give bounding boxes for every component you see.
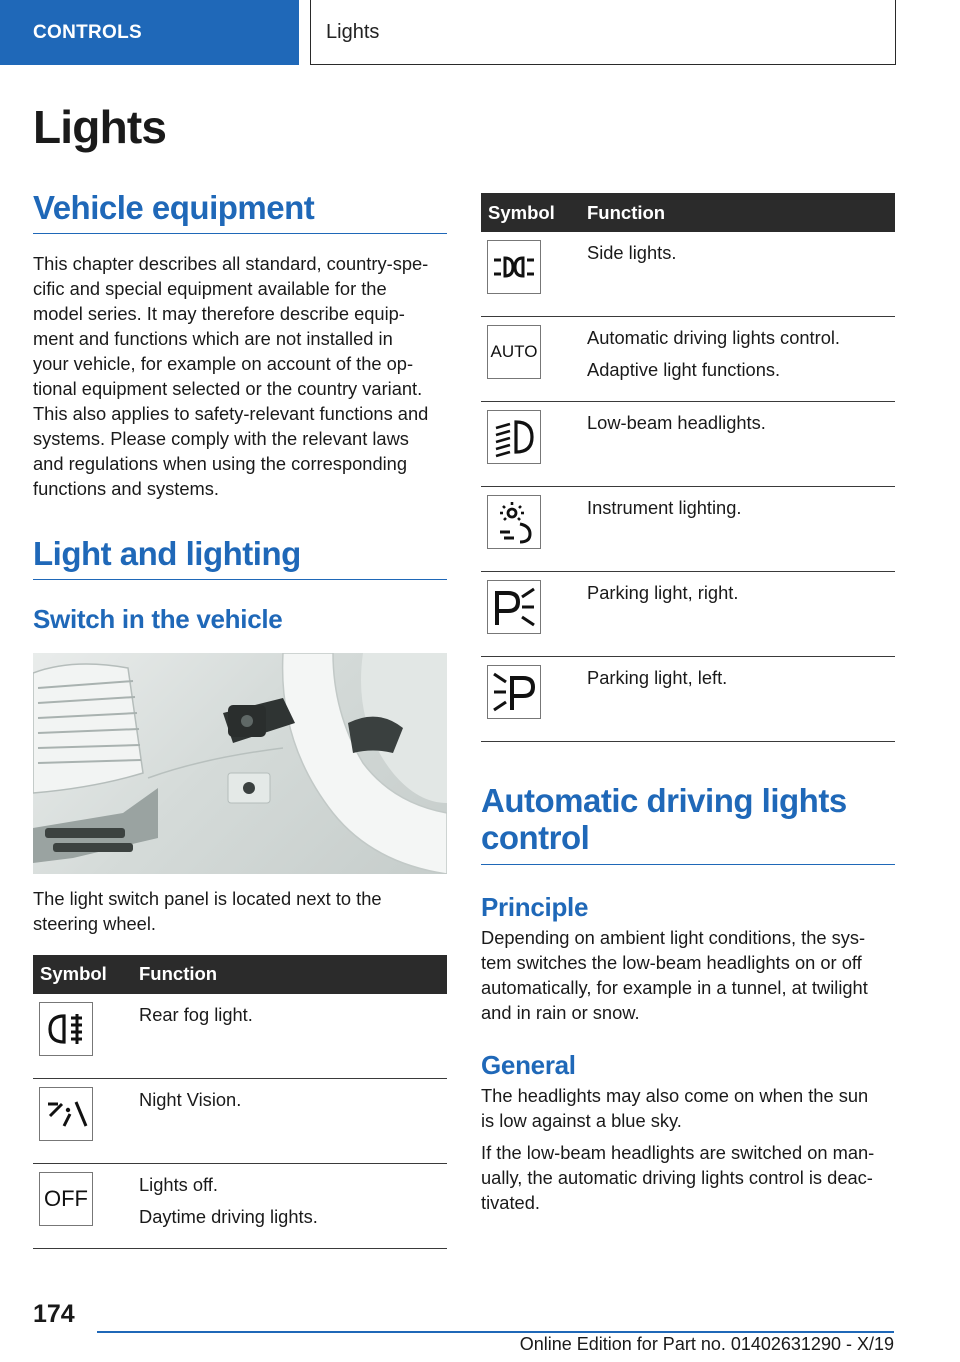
light-and-lighting-heading: Light and lighting xyxy=(33,536,447,580)
function-cell xyxy=(577,657,895,742)
function-cell xyxy=(129,1078,447,1163)
parking-light-left-icon xyxy=(487,665,541,719)
symbol-column-header: Symbol xyxy=(33,955,129,994)
heading-line: control xyxy=(481,819,590,856)
text-line: and regulations when using the corresponding xyxy=(33,452,408,474)
function-text: Adaptive light functions. xyxy=(587,359,781,380)
principle-heading: Principle xyxy=(481,892,589,922)
instrument-lighting-icon xyxy=(487,495,541,549)
text-line: cific and special equipment available for the xyxy=(33,277,387,299)
table-header-row xyxy=(481,193,895,232)
symbol-cell xyxy=(33,994,129,1079)
principle-paragraph xyxy=(481,925,895,1025)
low-beam-icon xyxy=(487,410,541,464)
general-paragraph-2 xyxy=(481,1140,895,1215)
symbol-cell xyxy=(33,1078,129,1163)
text-line: If the low-beam headlights are switched on man‐ xyxy=(481,1142,875,1163)
text-line: steering wheel. xyxy=(33,912,156,934)
text-line: The headlights may also come on when the sun xyxy=(481,1085,869,1106)
symbol-cell xyxy=(33,1163,129,1248)
vehicle-equipment-paragraph xyxy=(33,251,447,501)
function-text: Instrument lighting. xyxy=(587,497,742,518)
table-row xyxy=(33,1078,447,1163)
function-column-header: Function xyxy=(577,193,895,232)
text-line: tem switches the low-beam headlights on or off xyxy=(481,952,862,973)
footer-edition: Online Edition for Part no. 01402631290 - X/19 xyxy=(519,1334,894,1354)
rear-fog-light-icon xyxy=(39,1002,93,1056)
function-text: Automatic driving lights control. xyxy=(587,327,841,348)
function-column-header: Function xyxy=(129,955,447,994)
dashboard-illustration xyxy=(33,653,447,874)
function-text: Parking light, left. xyxy=(587,667,728,688)
function-text: Side lights. xyxy=(587,242,677,263)
function-cell xyxy=(577,572,895,657)
text-line: The light switch panel is located next to the xyxy=(33,887,382,909)
table-header-row xyxy=(33,955,447,994)
page-number: 174 xyxy=(33,1300,75,1328)
table-row xyxy=(481,572,895,657)
auto-icon xyxy=(487,325,541,379)
side-lights-icon xyxy=(487,240,541,294)
text-line: Depending on ambient light conditions, the sys‐ xyxy=(481,927,866,948)
function-cell xyxy=(577,317,895,402)
function-cell xyxy=(129,994,447,1079)
symbol-cell xyxy=(481,657,577,742)
table-row xyxy=(481,657,895,742)
function-cell xyxy=(577,402,895,487)
text-line: tivated. xyxy=(481,1192,540,1213)
function-cell xyxy=(577,232,895,317)
header-section-label: CONTROLS xyxy=(33,21,143,43)
text-line: is low against a blue sky. xyxy=(481,1110,682,1131)
text-line: systems. Please comply with the relevant laws xyxy=(33,427,409,449)
auto-icon-label: AUTO xyxy=(490,342,538,361)
vehicle-equipment-heading: Vehicle equipment xyxy=(33,190,447,234)
symbol-cell xyxy=(481,487,577,572)
right-column xyxy=(481,193,895,1215)
header-topic-label: Lights xyxy=(326,20,380,43)
parking-light-right-icon xyxy=(487,580,541,634)
function-text: Parking light, right. xyxy=(587,582,739,603)
text-line: functions and systems. xyxy=(33,477,219,499)
general-heading: General xyxy=(481,1050,576,1080)
general-paragraph-1 xyxy=(481,1083,895,1133)
table-row xyxy=(481,402,895,487)
symbol-cell xyxy=(481,402,577,487)
night-vision-icon xyxy=(39,1087,93,1141)
text-line: This chapter describes all standard, country-spe‐ xyxy=(33,252,429,274)
heading-line: Automatic driving lights xyxy=(481,782,847,819)
text-line: your vehicle, for example on account of the op‐ xyxy=(33,352,414,374)
light-switch-caption xyxy=(33,886,447,936)
table-row xyxy=(481,317,895,402)
table-row xyxy=(33,994,447,1079)
symbol-column-header: Symbol xyxy=(481,193,577,232)
text-line: ment and functions which are not installed in xyxy=(33,327,393,349)
header-topic-box xyxy=(310,0,896,65)
light-switch-photo xyxy=(33,653,447,874)
text-line: This also applies to safety-relevant functions and xyxy=(33,402,429,424)
symbol-cell xyxy=(481,572,577,657)
function-cell xyxy=(577,487,895,572)
function-cell xyxy=(129,1163,447,1248)
switch-in-vehicle-heading: Switch in the vehicle xyxy=(33,603,283,634)
text-line: tional equipment selected or the country variant. xyxy=(33,377,423,399)
text-line: ually, the automatic driving lights control is deac‐ xyxy=(481,1167,873,1188)
footer-divider xyxy=(97,1331,894,1333)
text-line: automatically, for example in a tunnel, at twilight xyxy=(481,977,868,998)
automatic-driving-lights-heading xyxy=(481,782,895,865)
symbol-table-left xyxy=(33,955,447,1249)
header-section-tab xyxy=(0,0,299,65)
function-text: Low-beam headlights. xyxy=(587,412,766,433)
off-icon-label: OFF xyxy=(44,1185,88,1211)
symbol-table-right xyxy=(481,193,895,742)
table-row xyxy=(481,487,895,572)
table-row xyxy=(33,1163,447,1248)
page-title: Lights xyxy=(33,101,167,153)
table-row xyxy=(481,232,895,317)
text-line: and in rain or snow. xyxy=(481,1002,640,1023)
symbol-cell xyxy=(481,232,577,317)
symbol-cell xyxy=(481,317,577,402)
function-text: Night Vision. xyxy=(139,1088,242,1110)
text-line: model series. It may therefore describe equip‐ xyxy=(33,302,405,324)
function-text: Daytime driving lights. xyxy=(139,1205,318,1227)
left-column xyxy=(33,190,447,1249)
function-text: Lights off. xyxy=(139,1173,218,1195)
off-icon xyxy=(39,1172,93,1226)
function-text: Rear fog light. xyxy=(139,1003,253,1025)
